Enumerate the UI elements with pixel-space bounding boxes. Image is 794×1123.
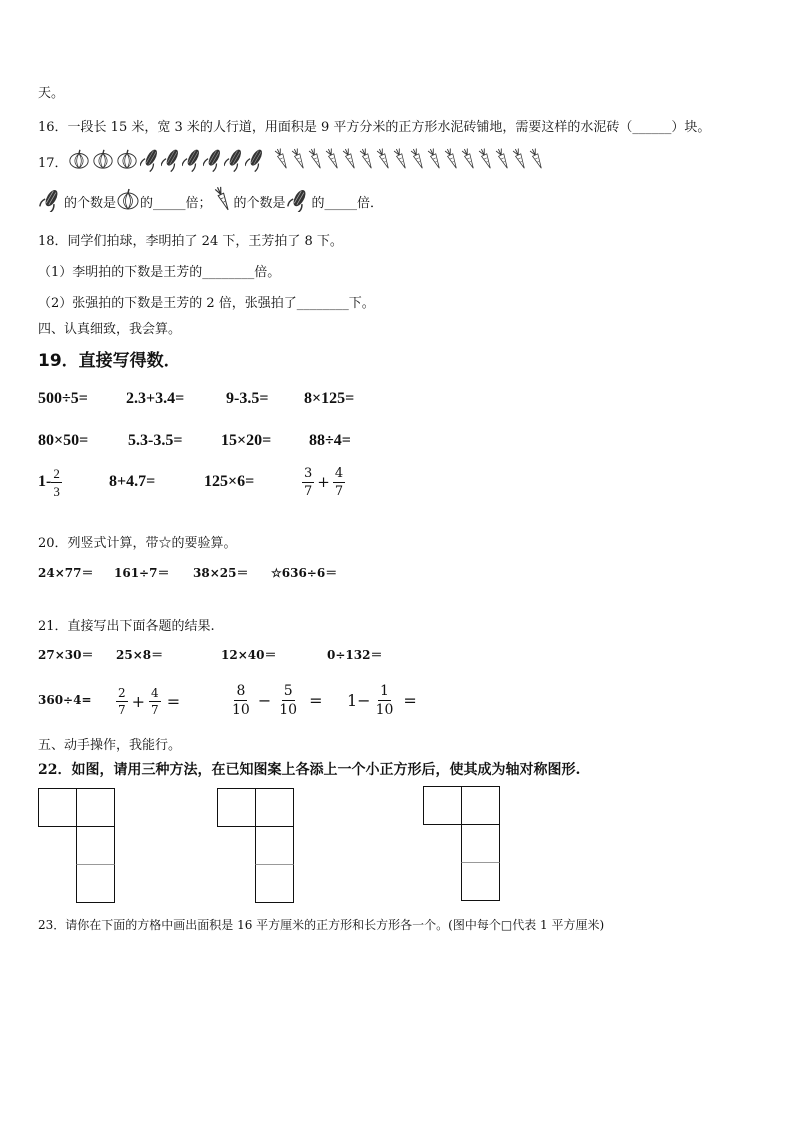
figure-square [76, 788, 115, 827]
corn-icon [161, 144, 182, 178]
figure-square [38, 788, 77, 827]
carrot-icon [529, 144, 545, 178]
denominator: 10 [232, 701, 250, 718]
figure-square [76, 864, 115, 903]
fraction [277, 684, 299, 717]
q20-item-2: 161÷7＝ [114, 566, 170, 580]
operator: + [317, 473, 330, 491]
equals: = [166, 691, 181, 711]
figure-square [461, 862, 500, 901]
figure-square [255, 788, 294, 827]
carrot-icon [359, 144, 375, 178]
figure-square [217, 788, 256, 827]
fraction [230, 684, 252, 717]
numerator: 1 [380, 682, 389, 699]
corn-icon [203, 144, 224, 178]
q19-r3-1-fraction [51, 467, 62, 498]
q17-text-4: 的_____倍． [311, 195, 384, 211]
fraction [374, 684, 396, 717]
q19-r3-2: 8+4.7= [109, 473, 156, 490]
pumpkin-icon [68, 148, 90, 174]
denominator: 10 [375, 701, 394, 718]
carrot-icon [461, 144, 477, 178]
carrot-icon [291, 144, 307, 178]
q21-r1-1: 27×30＝ [38, 648, 94, 662]
corn-icon [182, 144, 203, 178]
q19-r3-1-prefix: 1- [38, 473, 52, 490]
question-17-answer-line [38, 188, 383, 214]
fraction [333, 467, 345, 498]
denominator: 7 [118, 702, 126, 717]
carrot-icon [478, 144, 494, 178]
numerator: 5 [283, 682, 293, 699]
carrot-icon [427, 144, 443, 178]
corn-icon [286, 186, 312, 216]
corn-icon [245, 144, 266, 178]
fraction [302, 467, 314, 498]
prefix: 1− [347, 690, 371, 710]
section-4-heading: 四、认真细致，我会算。 [38, 322, 182, 337]
q21-r1-3: 12×40＝ [221, 648, 277, 662]
question-18-sub2: （2）张强拍的下数是王芳的 2 倍，张强拍了________下。 [38, 296, 375, 311]
carrot-icon [444, 144, 460, 178]
q19-r2-2: 5.3-3.5= [128, 432, 183, 449]
q20-item-3: 38×25＝ [193, 566, 249, 580]
question-21-title: 21．直接写出下面各题的结果. [38, 619, 215, 634]
q21-r1-4: 0÷132＝ [327, 648, 383, 662]
question-17-picture-row [68, 144, 546, 176]
numerator: 3 [304, 465, 313, 481]
q19-r1-4: 8×125= [304, 390, 355, 407]
carrot-icon [212, 186, 234, 216]
q19-r1-3: 9-3.5= [226, 390, 269, 407]
corn-icon [140, 144, 161, 178]
q19-r1-2: 2.3+3.4= [126, 390, 185, 407]
q17-text-1: 的个数是 [64, 195, 117, 211]
question-23: 23．请你在下面的方格中画出面积是 16 平方厘米的正方形和长方形各一个。(图中每个□代表 1 平方厘米) [38, 918, 605, 932]
denominator: 7 [151, 702, 159, 717]
figure-square [255, 864, 294, 903]
figure-square [461, 786, 500, 825]
operator: − [257, 690, 272, 710]
carrot-icon [512, 144, 528, 178]
question-19-title: 19．直接写得数． [38, 351, 181, 371]
q17-text-2: 的_____倍； [140, 195, 212, 211]
corn-icon [224, 144, 245, 178]
denominator: 7 [304, 483, 313, 499]
numerator: 4 [334, 465, 344, 481]
q21-r2-2 [116, 680, 180, 722]
numerator: 4 [151, 685, 159, 700]
section-5-heading: 五、动手操作，我能行。 [38, 738, 182, 753]
numerator: 2 [53, 465, 60, 481]
denominator: 7 [334, 483, 344, 499]
q15-tail: 天。 [38, 86, 65, 101]
denominator: 3 [53, 483, 60, 499]
figure-square [255, 826, 294, 865]
pumpkin-icon [116, 188, 140, 214]
figure-square [76, 826, 115, 865]
question-22: 22．如图，请用三种方法，在已知图案上各添上一个小正方形后，使其成为轴对称图形. [38, 762, 581, 778]
question-18-sub1: （1）李明拍的下数是王芳的________倍。 [38, 265, 281, 280]
q20-item-1: 24×77＝ [38, 566, 94, 580]
question-17-number: 17． [38, 156, 68, 171]
q21-r2-1: 360÷4= [38, 693, 92, 707]
fraction [116, 687, 128, 716]
q21-r2-3 [230, 678, 322, 722]
numerator: 8 [236, 682, 246, 699]
carrot-icon [410, 144, 426, 178]
carrot-icon [495, 144, 511, 178]
carrot-icon [325, 144, 341, 178]
numerator: 2 [118, 685, 126, 700]
figure-square [423, 786, 462, 825]
corn-icon [38, 186, 64, 216]
q21-r1-2: 25×8＝ [116, 648, 164, 662]
question-20-title: 20．列竖式计算，带☆的要验算。 [38, 536, 237, 551]
q19-r3-4 [302, 462, 345, 502]
pumpkin-icon [92, 148, 114, 174]
q19-r2-4: 88÷4= [309, 432, 351, 449]
q19-r2-1: 80×50= [38, 432, 89, 449]
carrot-icon [393, 144, 409, 178]
pumpkin-icon [116, 148, 138, 174]
q21-r2-4 [347, 678, 417, 722]
denominator: 10 [279, 701, 298, 718]
question-18-stem: 18．同学们拍球，李明拍了 24 下，王芳拍了 8 下。 [38, 234, 343, 249]
carrot-icon [308, 144, 324, 178]
carrot-icon [342, 144, 358, 178]
question-16: 16．一段长 15 米，宽 3 米的人行道，用面积是 9 平方分米的正方形水泥砖铺地，需要这样的水泥砖（______）块。 [38, 120, 711, 135]
operator: + [131, 691, 146, 711]
equals: = [309, 690, 323, 710]
q20-item-4: ☆636÷6＝ [271, 566, 338, 580]
q19-r1-1: 500÷5= [38, 390, 88, 407]
q19-r2-3: 15×20= [221, 432, 272, 449]
figure-square [461, 824, 500, 863]
q17-text-3: 的个数是 [233, 195, 286, 211]
carrot-icon [274, 144, 290, 178]
fraction [149, 687, 161, 716]
q19-r3-3: 125×6= [204, 473, 255, 490]
equals: = [403, 690, 417, 710]
carrot-icon [376, 144, 392, 178]
q19-r3-1 [38, 462, 62, 502]
